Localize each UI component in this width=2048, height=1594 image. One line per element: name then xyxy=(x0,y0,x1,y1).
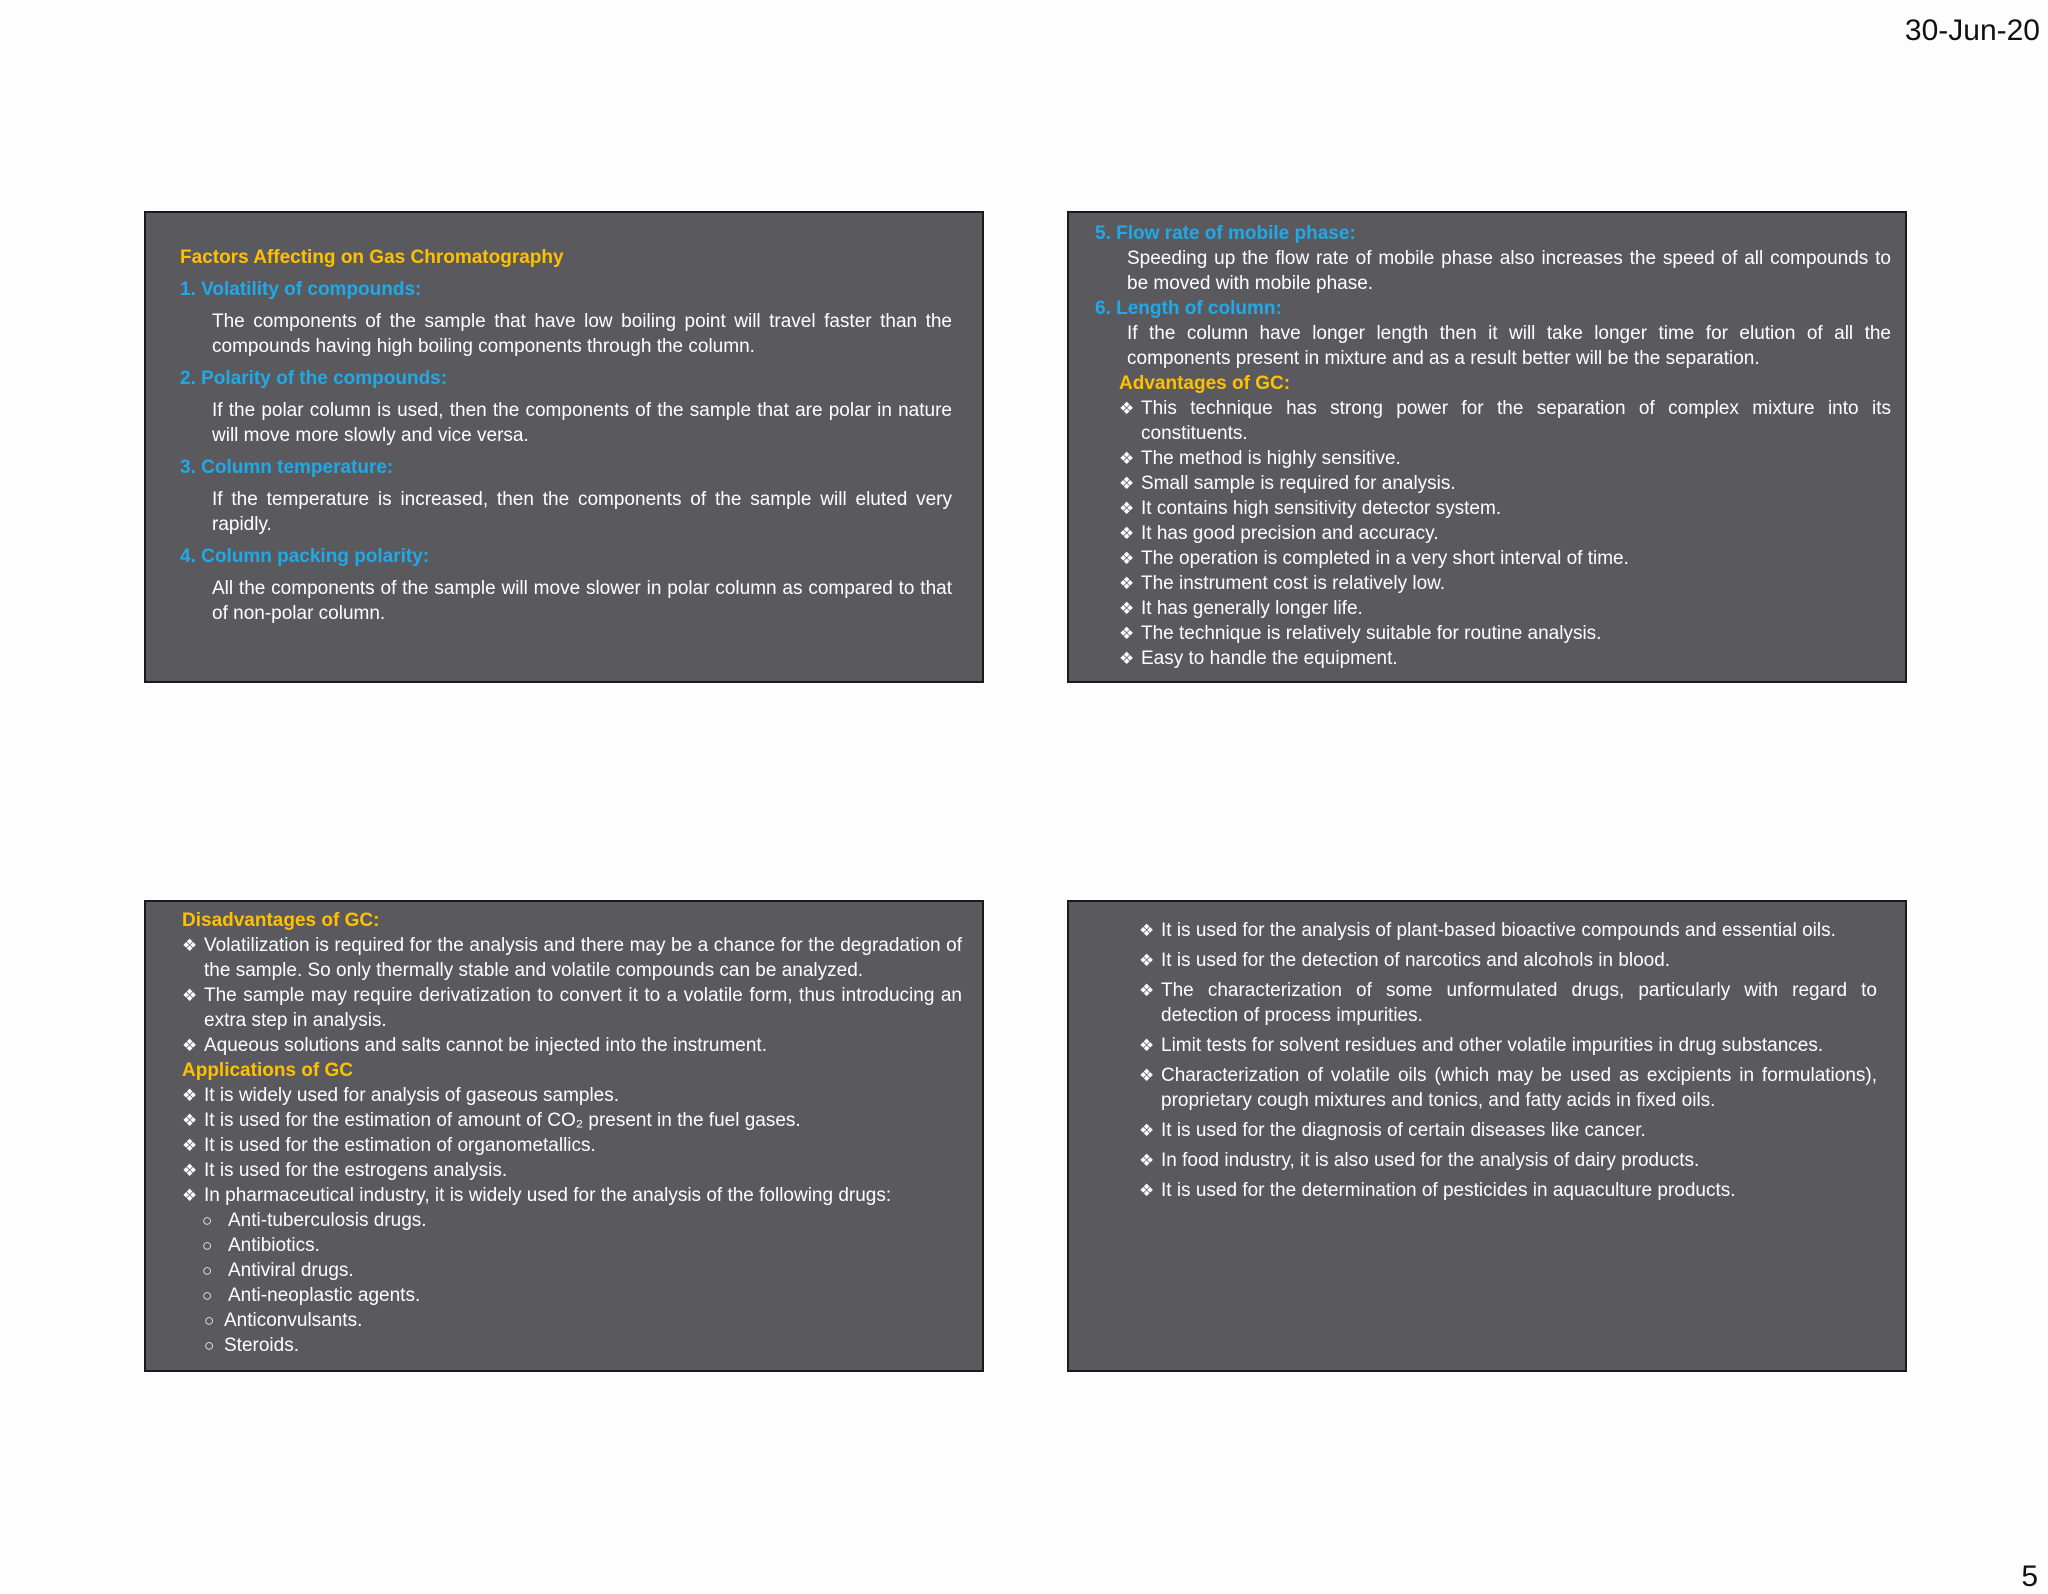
factor-text: The components of the sample that have low boiling point will travel faster than the compounds having high boiling components through the column. xyxy=(212,311,952,357)
list-item: ❖ It is used for the diagnosis of certain diseases like cancer. xyxy=(1139,1120,1646,1141)
list-item: ❖ The characterization of some unformulated drugs, particularly with regard to detection of process impurities. xyxy=(1139,980,1877,1026)
list-item: ❖ Aqueous solutions and salts cannot be injected into the instrument. xyxy=(182,1035,767,1056)
circle-bullet-icon: ○ xyxy=(204,1336,215,1355)
factor-text: If the polar column is used, then the components of the sample that are polar in nature will move more slowly and vice versa. xyxy=(212,400,952,446)
bullet-icon: ❖ xyxy=(1119,499,1135,518)
list-item: ❖ In food industry, it is also used for the analysis of dairy products. xyxy=(1139,1150,1700,1171)
sub-list-item: ○ Antibiotics. xyxy=(202,1235,320,1256)
sub-list-item: ○ Steroids. xyxy=(204,1335,299,1356)
list-item: ❖ It is used for the estimation of organometallics. xyxy=(182,1135,596,1156)
bullet-icon: ❖ xyxy=(182,986,198,1005)
page-number: 5 xyxy=(2021,1560,2038,1593)
date-stamp: 30-Jun-20 xyxy=(1904,14,2040,47)
list-item: ❖ The technique is relatively suitable for routine analysis. xyxy=(1119,623,1602,644)
factor-text: All the components of the sample will move slower in polar column as compared to that of non-polar column. xyxy=(212,578,952,624)
bullet-icon: ❖ xyxy=(1139,1036,1155,1055)
bullet-icon: ❖ xyxy=(1119,649,1135,668)
factor-heading: 5. Flow rate of mobile phase: xyxy=(1095,223,1356,244)
slide-factors-and-advantages xyxy=(1067,211,1907,683)
bullet-icon: ❖ xyxy=(1139,981,1155,1000)
bullet-icon: ❖ xyxy=(182,1086,198,1105)
list-item: ❖ It is used for the analysis of plant-based bioactive compounds and essential oils. xyxy=(1139,920,1836,941)
factor-text: Speeding up the flow rate of mobile phase also increases the speed of all compounds to be moved with mobile phase. xyxy=(1127,248,1891,294)
factor-heading: 6. Length of column: xyxy=(1095,298,1282,319)
circle-bullet-icon: ○ xyxy=(202,1261,213,1280)
list-item: ❖ The method is highly sensitive. xyxy=(1119,448,1401,469)
bullet-icon: ❖ xyxy=(1139,1151,1155,1170)
list-item: ❖ It is used for the detection of narcotics and alcohols in blood. xyxy=(1139,950,1671,971)
slide-applications-continued xyxy=(1067,900,1907,1372)
bullet-icon: ❖ xyxy=(1139,1181,1155,1200)
factor-text: If the column have longer length then it will take longer time for elution of all the components present in mixture and as a result better will be the separation. xyxy=(1127,323,1891,369)
circle-bullet-icon: ○ xyxy=(204,1311,215,1330)
bullet-icon: ❖ xyxy=(182,1036,198,1055)
circle-bullet-icon: ○ xyxy=(202,1286,213,1305)
advantages-list xyxy=(1095,396,1891,671)
bullet-icon: ❖ xyxy=(1119,574,1135,593)
bullet-icon: ❖ xyxy=(1119,449,1135,468)
bullet-icon: ❖ xyxy=(1139,951,1155,970)
bullet-icon: ❖ xyxy=(182,1161,198,1180)
circle-bullet-icon: ○ xyxy=(202,1236,213,1255)
bullet-icon: ❖ xyxy=(1119,599,1135,618)
list-item: ❖ The sample may require derivatization to convert it to a volatile form, thus introducing an extra step in analysis. xyxy=(182,985,962,1031)
list-item: ❖ Limit tests for solvent residues and other volatile impurities in drug substances. xyxy=(1139,1035,1824,1056)
bullet-icon: ❖ xyxy=(1119,524,1135,543)
bullet-icon: ❖ xyxy=(1119,474,1135,493)
disadvantages-title: Disadvantages of GC: xyxy=(182,910,380,931)
slide-factors-affecting-gc xyxy=(144,211,984,683)
list-item: ❖ It contains high sensitivity detector system. xyxy=(1119,498,1502,519)
sub-list-item: ○ Anti-tuberculosis drugs. xyxy=(202,1210,427,1231)
bullet-icon: ❖ xyxy=(1139,1121,1155,1140)
bullet-icon: ❖ xyxy=(1119,399,1135,418)
bullet-icon: ❖ xyxy=(182,1136,198,1155)
bullet-icon: ❖ xyxy=(1139,1066,1155,1085)
list-item: ❖ It is used for the estimation of amount of CO₂ present in the fuel gases. xyxy=(182,1110,801,1131)
list-item: ❖ Easy to handle the equipment. xyxy=(1119,648,1398,669)
bullet-icon: ❖ xyxy=(182,1186,198,1205)
factor-heading: 4. Column packing polarity: xyxy=(180,546,430,567)
list-item: ❖ It is used for the estrogens analysis. xyxy=(182,1160,508,1181)
sub-list-item: ○ Anti-neoplastic agents. xyxy=(202,1285,421,1306)
bullet-icon: ❖ xyxy=(1139,921,1155,940)
slide-disadvantages-applications xyxy=(144,900,984,1372)
advantages-title: Advantages of GC: xyxy=(1119,373,1291,394)
applications-title: Applications of GC xyxy=(182,1060,353,1081)
bullet-icon: ❖ xyxy=(182,1111,198,1130)
circle-bullet-icon: ○ xyxy=(202,1211,213,1230)
list-item: ❖ It has generally longer life. xyxy=(1119,598,1363,619)
list-item: ❖ Volatilization is required for the analysis and there may be a chance for the degradation of the sample. So only thermally stable and volatile compounds can be analyzed. xyxy=(182,935,962,981)
list-item: ❖ It is widely used for analysis of gaseous samples. xyxy=(182,1085,620,1106)
list-item: ❖ It has good precision and accuracy. xyxy=(1119,523,1439,544)
factor-heading: 3. Column temperature: xyxy=(180,457,394,478)
factor-text: If the temperature is increased, then the components of the sample will eluted very rapidly. xyxy=(212,489,952,535)
bullet-icon: ❖ xyxy=(1119,624,1135,643)
bullet-icon: ❖ xyxy=(1119,549,1135,568)
bullet-icon: ❖ xyxy=(182,936,198,955)
list-item: ❖ Characterization of volatile oils (which may be used as excipients in formulations), proprietary cough mixtures and tonics, and fatty acids in fixed oils. xyxy=(1139,1065,1877,1111)
list-item: ❖ The instrument cost is relatively low. xyxy=(1119,573,1446,594)
list-item: ❖ It is used for the determination of pesticides in aquaculture products. xyxy=(1139,1180,1736,1201)
factor-heading: 2. Polarity of the compounds: xyxy=(180,368,448,389)
list-item: ❖ The operation is completed in a very short interval of time. xyxy=(1119,548,1629,569)
list-item: ❖ In pharmaceutical industry, it is widely used for the analysis of the following drugs: xyxy=(182,1185,892,1206)
list-item: ❖ This technique has strong power for the separation of complex mixture into its constituents. xyxy=(1119,398,1891,444)
sub-list-item: ○ Anticonvulsants. xyxy=(204,1310,363,1331)
sub-list-item: ○ Antiviral drugs. xyxy=(202,1260,354,1281)
slide-title: Factors Affecting on Gas Chromatography xyxy=(180,247,564,268)
list-item: ❖ Small sample is required for analysis. xyxy=(1119,473,1456,494)
factor-heading: 1. Volatility of compounds: xyxy=(180,279,422,300)
